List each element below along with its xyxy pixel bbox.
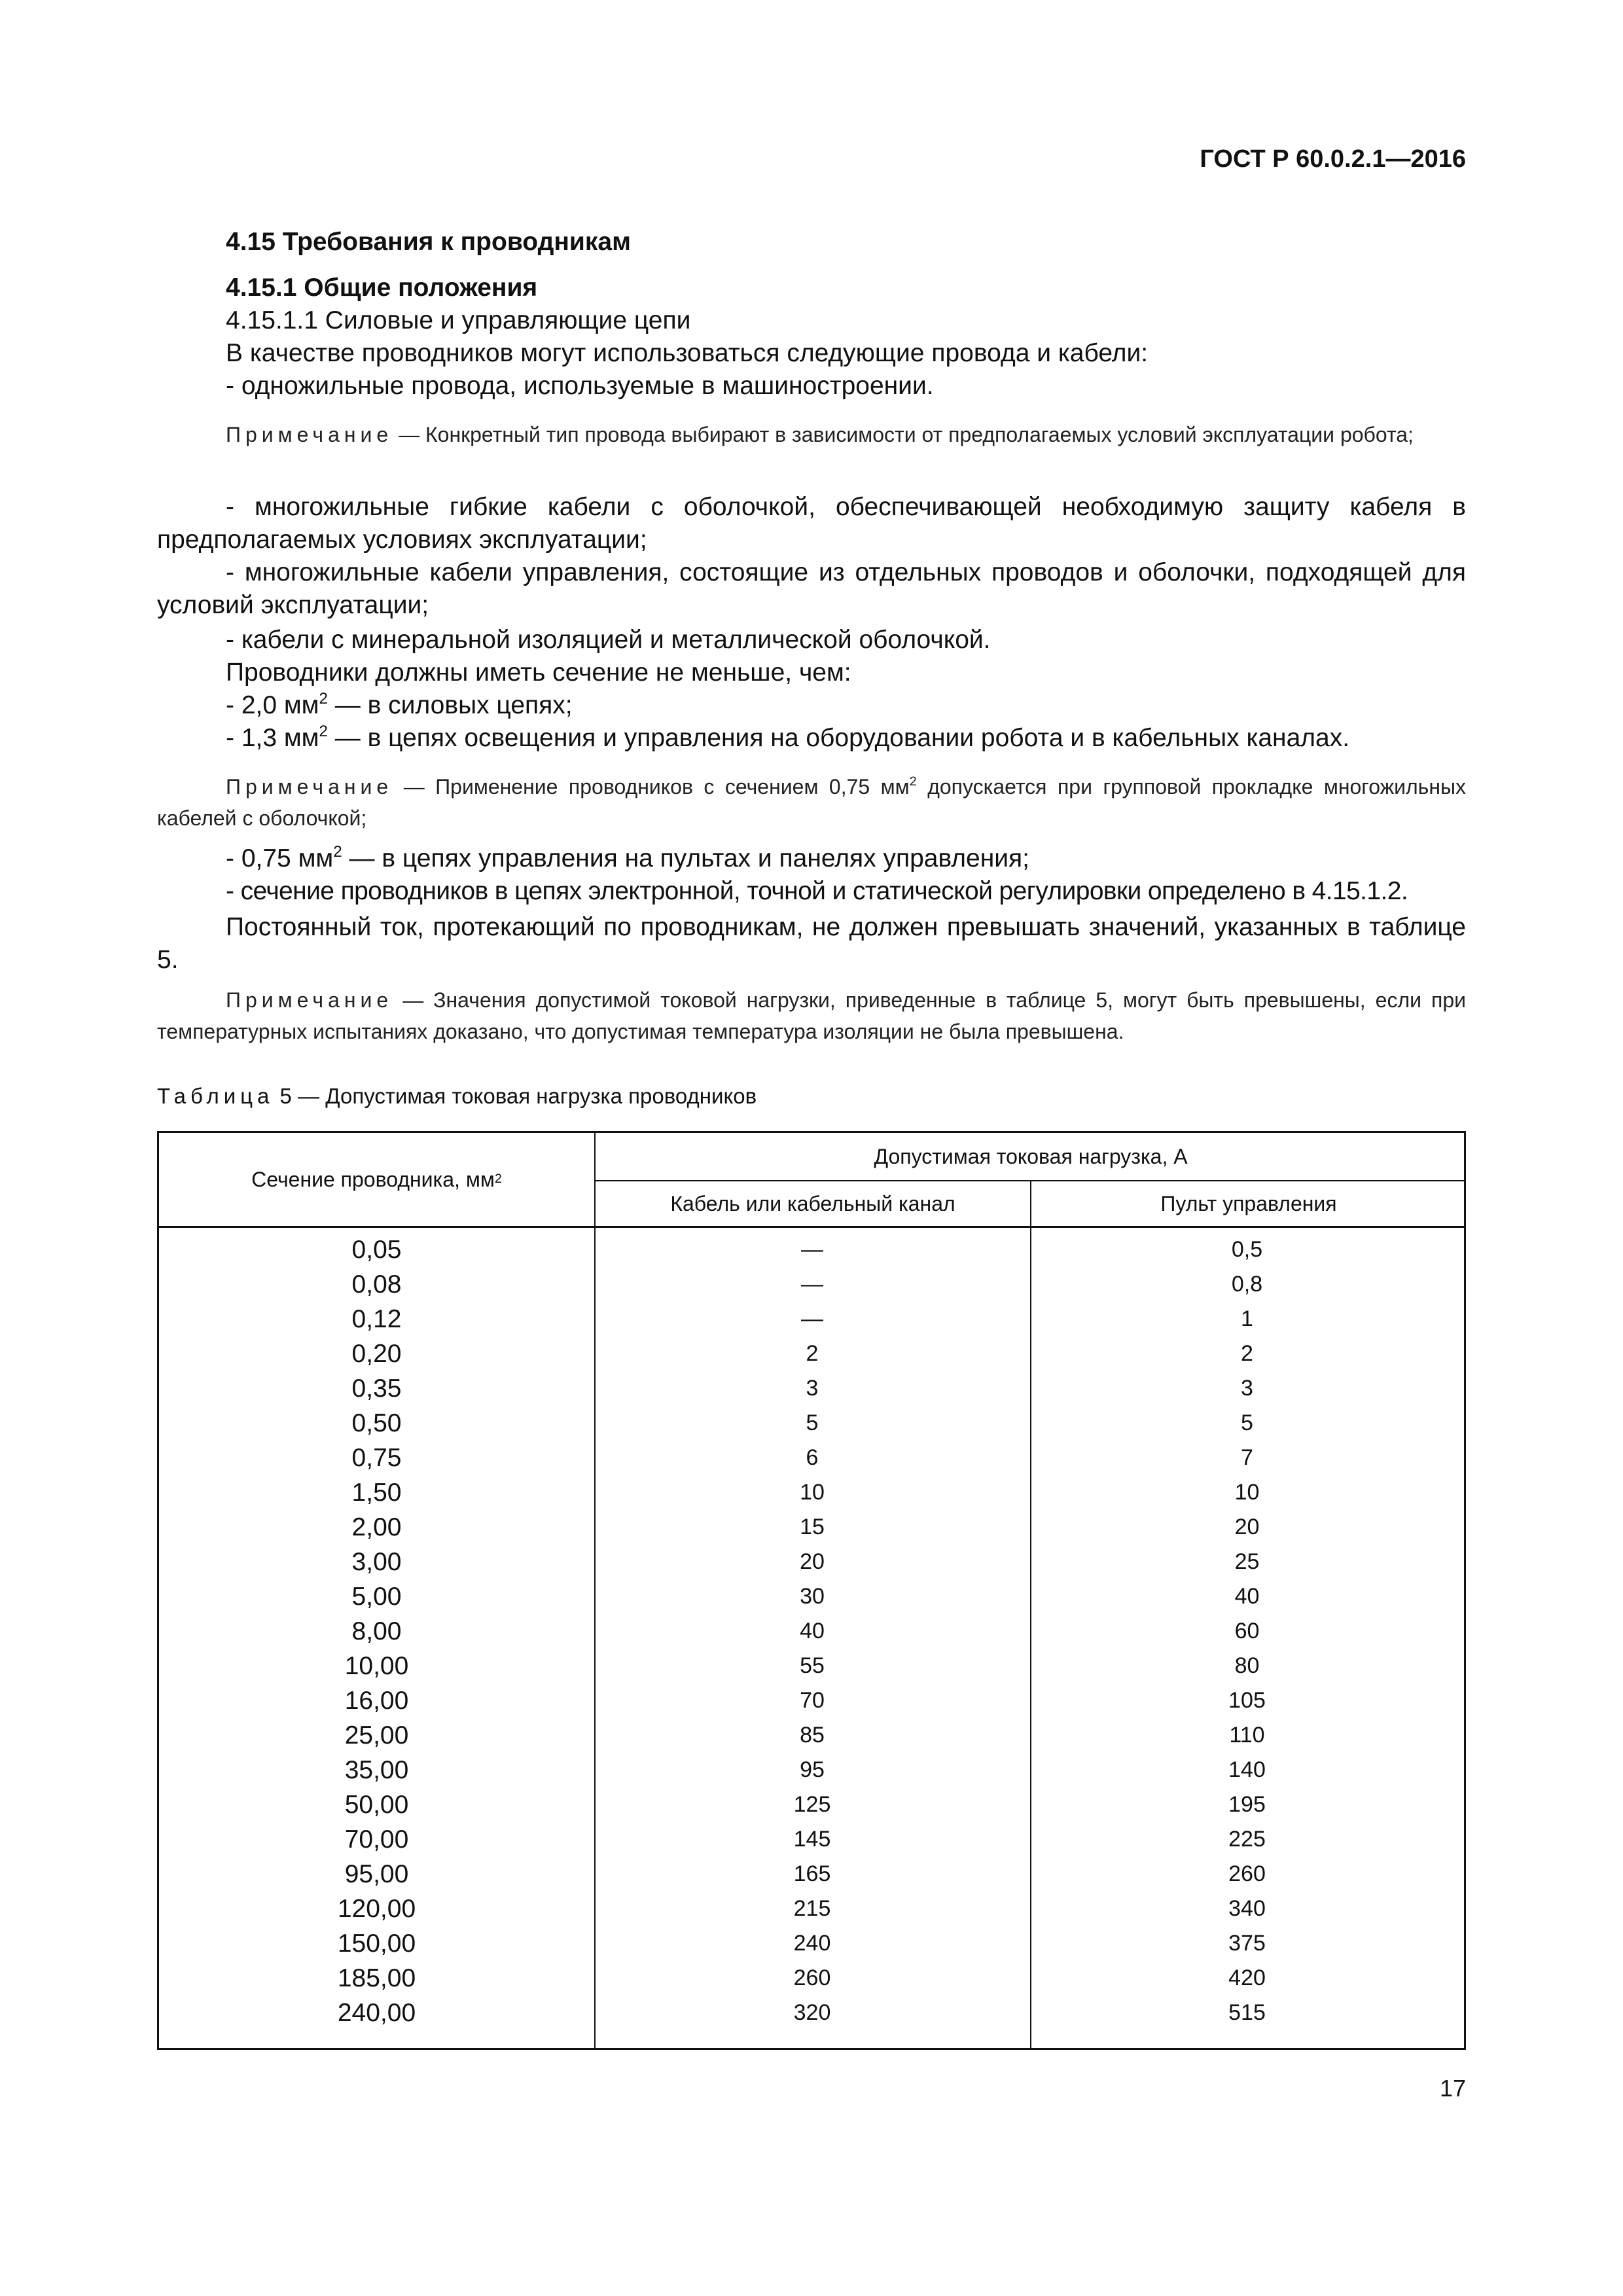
cell-cross-section: 0,08 — [351, 1270, 402, 1299]
table-row — [159, 1475, 1464, 1510]
cell-panel-load: 10 — [1234, 1480, 1260, 1505]
cell-cable-load: 125 — [793, 1792, 831, 1817]
cell-panel-load: 40 — [1234, 1584, 1260, 1609]
note-text-b: допускается при групповой прокладке многожильных кабелей с оболочкой; — [157, 775, 1467, 830]
table-row — [159, 1267, 1464, 1302]
list-item-control-panels — [226, 844, 1029, 873]
cell-panel-load: 80 — [1234, 1653, 1260, 1678]
list-item-flexible-cables: - многожильные гибкие кабели с оболочкой, обеспечивающей необходимую защиту кабеля в предполагаемых условиях эксплуатации; — [157, 493, 1466, 554]
cell-cross-section: 0,35 — [351, 1374, 402, 1403]
clause-heading: 4.15.1.1 Силовые и управляющие цепи — [226, 306, 691, 334]
panel-value: - 0,75 мм — [226, 844, 334, 872]
cell-cable-load: 30 — [800, 1584, 825, 1609]
cell-panel-load: 0,8 — [1231, 1272, 1263, 1297]
cell-cross-section: 1,50 — [351, 1478, 402, 1507]
group-header-load: Допустимая токовая нагрузка, А — [594, 1133, 1466, 1181]
list-item-control-cables: - многожильные кабели управления, состоящие из отдельных проводов и оболочки, подходящей для условий эксплуатации; — [157, 558, 1466, 619]
cell-panel-load: 3 — [1241, 1376, 1253, 1401]
cell-cable-load: 240 — [793, 1931, 831, 1956]
document-id: ГОСТ Р 60.0.2.1—2016 — [1200, 145, 1466, 173]
cell-cross-section: 240,00 — [337, 1998, 416, 2027]
list-item-single-core: - одножильные провода, используемые в машиностроении. — [226, 372, 934, 400]
cell-cross-section: 0,12 — [351, 1304, 402, 1333]
table-row — [159, 1302, 1464, 1336]
page-number: 17 — [1439, 2075, 1466, 2102]
note-sup: 2 — [909, 774, 917, 789]
cell-panel-load: 260 — [1228, 1861, 1266, 1886]
cell-cross-section: 5,00 — [351, 1582, 402, 1611]
col-header-cross-section: Сечение проводника, мм $^2$ — [251, 1167, 502, 1191]
cell-cross-section: 50,00 — [344, 1790, 409, 1819]
cell-cable-load: — — [801, 1306, 823, 1331]
table-row — [159, 1787, 1464, 1822]
section-title: 4.15 Требования к проводникам — [226, 228, 631, 256]
cell-panel-load: 195 — [1228, 1792, 1266, 1817]
list-item-mineral-cables: - кабели с минеральной изоляцией и металлической оболочкой. — [226, 626, 991, 654]
cell-panel-load: 25 — [1234, 1549, 1260, 1574]
cell-cross-section: 25,00 — [344, 1721, 409, 1749]
cell-cross-section: 10,00 — [344, 1651, 409, 1680]
table-row — [159, 1336, 1464, 1371]
note-label: Примечание — [226, 423, 393, 446]
cell-panel-load: 375 — [1228, 1931, 1266, 1956]
cell-panel-load: 515 — [1228, 2000, 1266, 2025]
req-power-sup: 2 — [319, 689, 328, 708]
table-row — [159, 1614, 1464, 1649]
table-row — [159, 1892, 1464, 1926]
cell-cross-section: 150,00 — [337, 1929, 416, 1958]
table-row — [159, 1996, 1464, 2030]
table-caption — [157, 1084, 757, 1109]
note-3 — [157, 984, 1466, 1047]
cell-cable-load: 40 — [800, 1619, 825, 1643]
req-power-text: — в силовых цепях; — [327, 691, 573, 719]
note-text: — Конкретный тип провода выбирают в зависимости от предполагаемых условий эксплуатации робота; — [393, 423, 1414, 446]
table-row — [159, 1926, 1464, 1961]
cell-panel-load: 5 — [1241, 1410, 1253, 1435]
cell-panel-load: 20 — [1234, 1515, 1260, 1539]
cell-cable-load: — — [801, 1237, 823, 1262]
cell-panel-load: 340 — [1228, 1896, 1266, 1921]
cell-cable-load: 5 — [806, 1410, 819, 1435]
requirement-power — [226, 691, 573, 720]
cell-cross-section: 70,00 — [344, 1825, 409, 1854]
cell-cable-load: 95 — [800, 1757, 825, 1782]
cell-cable-load: 2 — [806, 1341, 819, 1366]
table-row — [159, 1683, 1464, 1718]
cell-panel-load: 140 — [1228, 1757, 1266, 1782]
table-row — [159, 1649, 1464, 1683]
table-row — [159, 1718, 1464, 1753]
cell-panel-load: 110 — [1229, 1723, 1265, 1748]
cell-panel-load: 225 — [1228, 1827, 1266, 1852]
caption-text: 5 — Допустимая токовая нагрузка проводников — [274, 1084, 757, 1108]
header-divider — [159, 1226, 1464, 1228]
col-header-panel: Пульт управления — [1030, 1181, 1466, 1226]
cell-cable-load: 70 — [800, 1688, 825, 1713]
table-row — [159, 1961, 1464, 1996]
note-2 — [157, 771, 1466, 834]
col-header-cross-section-text: Сечение проводника, мм — [251, 1167, 495, 1191]
table-row — [159, 1545, 1464, 1579]
note-text-a: — Применение проводников с сечением 0,75 мм — [393, 775, 910, 798]
note-label: Примечание — [226, 988, 393, 1012]
cell-cross-section: 0,50 — [351, 1408, 402, 1437]
caption-label: Таблица — [157, 1084, 274, 1108]
col-header-cable: Кабель или кабельный канал — [594, 1181, 1030, 1226]
current-paragraph: Постоянный ток, протекающий по проводникам, не должен превышать значений, указанных в таблице 5. — [157, 913, 1466, 974]
cell-cross-section: 8,00 — [351, 1617, 402, 1645]
req-lighting-sup: 2 — [319, 722, 328, 740]
cell-cable-load: 320 — [793, 2000, 831, 2025]
cell-cross-section: 16,00 — [344, 1686, 409, 1715]
cell-cable-load: 260 — [793, 1965, 831, 1990]
requirement-lighting — [226, 724, 1349, 753]
table-row — [159, 1857, 1464, 1892]
list-item-regulation: - сечение проводников в цепях электронной, точной и статической регулировки определено в 4.15.1.2. — [226, 877, 1408, 905]
cell-cable-load: 145 — [793, 1827, 831, 1852]
cell-cross-section: 0,20 — [351, 1339, 402, 1368]
cell-cross-section: 120,00 — [337, 1894, 416, 1923]
cell-cable-load: 165 — [793, 1861, 831, 1886]
cell-cross-section: 35,00 — [344, 1755, 409, 1784]
table-row — [159, 1441, 1464, 1475]
panel-sup: 2 — [333, 842, 342, 861]
req-lighting-value: - 1,3 мм — [226, 724, 319, 752]
current-load-table — [157, 1131, 1466, 2050]
cell-cable-load: 15 — [800, 1515, 825, 1539]
cell-panel-load: 2 — [1241, 1341, 1253, 1366]
note-1 — [157, 419, 1466, 450]
req-lighting-text: — в цепях освещения и управления на оборудовании робота и в кабельных каналах. — [327, 724, 1350, 752]
panel-text: — в цепях управления на пультах и панелях управления; — [342, 844, 1030, 872]
cell-cable-load: 20 — [800, 1549, 825, 1574]
cell-panel-load: 105 — [1228, 1688, 1266, 1713]
section-requirement: Проводники должны иметь сечение не меньше, чем: — [226, 658, 851, 687]
cell-cross-section: 0,05 — [351, 1235, 402, 1264]
cell-cable-load: 3 — [806, 1376, 819, 1401]
cell-panel-load: 420 — [1228, 1965, 1266, 1990]
cell-cross-section: 95,00 — [344, 1859, 409, 1888]
cell-cross-section: 3,00 — [351, 1547, 402, 1576]
cell-cross-section: 0,75 — [351, 1443, 402, 1472]
cell-cable-load: 215 — [793, 1896, 831, 1921]
table-row — [159, 1510, 1464, 1545]
cell-cable-load: — — [801, 1272, 823, 1297]
intro-text: В качестве проводников могут использоваться следующие провода и кабели: — [226, 339, 1149, 367]
cell-panel-load: 1 — [1241, 1306, 1253, 1331]
cell-cross-section: 185,00 — [337, 1964, 416, 1992]
cell-panel-load: 7 — [1241, 1445, 1253, 1470]
table-row — [159, 1822, 1464, 1857]
table-row — [159, 1406, 1464, 1441]
table-row — [159, 1232, 1464, 1267]
table-body — [159, 1232, 1464, 2030]
cell-cable-load: 10 — [800, 1480, 825, 1505]
note-label: Примечание — [226, 775, 393, 798]
cell-cable-load: 6 — [806, 1445, 819, 1470]
table-row — [159, 1579, 1464, 1614]
cell-panel-load: 0,5 — [1231, 1237, 1263, 1262]
cell-cross-section: 2,00 — [351, 1513, 402, 1541]
cell-cable-load: 55 — [800, 1653, 825, 1678]
table-row — [159, 1371, 1464, 1406]
cell-cable-load: 85 — [800, 1723, 825, 1748]
note-text: — Значения допустимой токовой нагрузки, приведенные в таблице 5, могут быть превышены, если при температурных испытаниях доказано, что допустимая температура изоляции не была превышена. — [157, 988, 1466, 1043]
subsection-title: 4.15.1 Общие положения — [226, 274, 538, 302]
req-power-value: - 2,0 мм — [226, 691, 319, 719]
cell-panel-load: 60 — [1234, 1619, 1260, 1643]
table-row — [159, 1753, 1464, 1787]
